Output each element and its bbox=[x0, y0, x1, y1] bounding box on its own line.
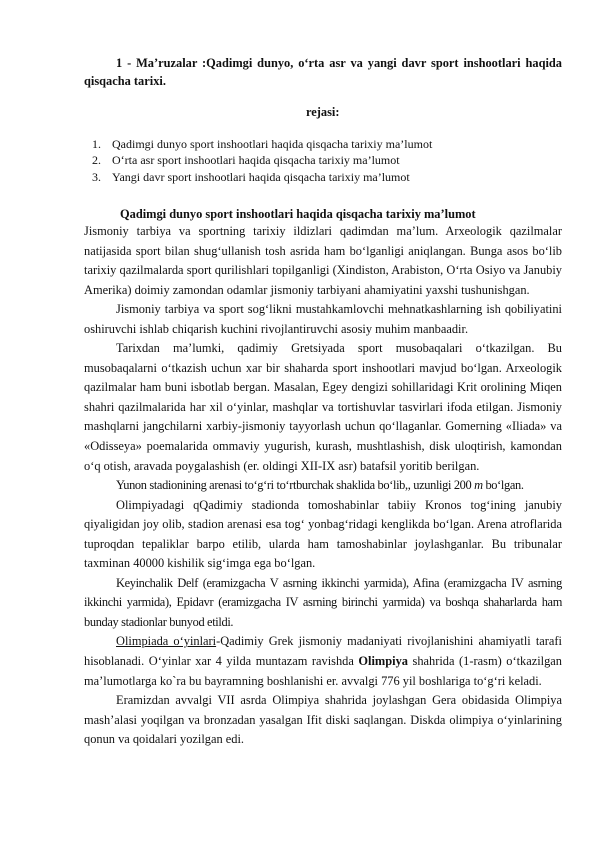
plan-item-number: 1. bbox=[92, 137, 101, 151]
plan-item-number: 3. bbox=[92, 169, 101, 184]
body-text bbox=[84, 222, 562, 750]
section-title: Qadimgi dunyo sport inshootlari haqida qisqacha tarixiy ma’lumot bbox=[120, 207, 476, 221]
bold-term: Olimpiya bbox=[358, 654, 408, 669]
paragraph bbox=[84, 632, 562, 691]
plan-item-text: O‘rta asr sport inshootlari haqida qisqacha tarixiy ma’lumot bbox=[112, 153, 400, 168]
paragraph-text: shahrida (1-rasm) o‘tkazilgan ma’lumotlarga ko`ra bu bayramning boshlanishi er. avvalgi 776 yil boshlariga to‘g‘ri keladi. bbox=[84, 654, 562, 688]
plan-item-text: Qadimgi dunyo sport inshootlari haqida qisqacha tarixiy ma’lumot bbox=[112, 137, 433, 151]
unit-text: m bbox=[474, 478, 483, 493]
paragraph: Tarixdan ma’lumki, qadimiy Gretsiyada sport musobaqalari o‘tkazilgan. Bu musobaqalarni o‘tkazish uchun xar bir shaharda sport inshootlari mavjud bo‘lgan. Arxeologik qazilmalar ham buni isbotlab bergan. Masalan, Egey dengizi sohillaridagi Krit orolining Miqen shahri qazilmalarida har xil o‘yinlar, mashqlar va tortishuvlar tasvirlari ifoda etilgan. Jismoniy mashqlarni jangchilarni xarbiy-jismoniy tayyorlash uchun qo‘llaganlar. Gomerning «Iliada» va «Odisseya» poemalarida ommaviy yugurish, kurash, mushtlashish, disk uloqtirish, kamondan o‘q otish, aravada poygalashish (er. oldingi XII-IX asr) batafsil yoritib berilgan. bbox=[84, 341, 562, 473]
plan-item-number: 2. bbox=[92, 153, 101, 168]
paragraph: Jismoniy tarbiya va sportning tarixiy ildizlari qadimdan ma’lum. Arxeologik qazilmalar natijasida sport bilan shug‘ullanish tosh asrida ham bo‘lganligi aniqlangan. Bunga asos bo‘lib tarixiy qazilmalarda sport qurilishlari topilganligi (Xindiston, Arabiston, O‘rta Osiyo va Janubiy Amerika) doimiy zamondan odamlar jismoniy tarbiyani ahamiyatini yaxshi tushunishgan. bbox=[84, 224, 562, 297]
plan-item bbox=[84, 136, 554, 152]
plan-list bbox=[84, 136, 554, 185]
plan-title: rejasi: bbox=[306, 105, 340, 119]
olympic-games-link[interactable]: Olimpiada o‘yinlari bbox=[116, 634, 217, 649]
paragraph-text: bo‘lgan. bbox=[482, 478, 524, 493]
paragraph: Eramizdan avvalgi VII asrda Olimpiya shahrida joylashgan Gera obidasida Olimpiya mash’alasi yoqilgan va bronzadan yasalgan Ifit diski saqlangan. Diskda olimpiya o‘yinlarining qonun va qoidalari yozilgan edi. bbox=[84, 693, 562, 747]
plan-item bbox=[84, 152, 554, 168]
plan-item-text: Yangi davr sport inshootlari haqida qisqacha tarixiy ma’lumot bbox=[112, 169, 410, 184]
paragraph-text: -Qadimiy Grek jismoniy madaniyati rivojlanishini ahamiyatli tarafi hisoblanadi. O‘yinlar xar 4 yilda muntazam ravishda bbox=[84, 634, 562, 669]
lecture-heading: 1 - Ma’ruzalar :Qadimgi dunyo, o‘rta asr va yangi davr sport inshootlari haqida qisqacha tarixi. bbox=[84, 56, 562, 88]
paragraph: Olimpiyadagi qQadimiy stadionda tomoshabinlar tabiiy Kronos tog‘ining janubiy qiyaligidan joy olib, stadion arenasi esa tog‘ yonbag‘ridagi kenglikda bo‘lgan. Arena atroflarida tuproqdan tepaliklar barpo etilib, ularda ham tamoshabinlar joylashganlar. Bu tribunalar taxminan 40000 kishilik sig‘imga ega bo‘lgan. bbox=[84, 497, 562, 571]
paragraph-text: Yunon stadionining arenasi to‘g‘ri to‘rtburchak shaklida bo‘lib,, uzunligi 200 bbox=[116, 478, 475, 493]
plan-item bbox=[84, 169, 554, 185]
paragraph: Jismoniy tarbiya va sport sog‘likni mustahkamlovchi mehnatkashlarning ish qobiliyatini oshiruvchi ishlab chiqarish kuchini rivojlantiruvchi asosiy muhim manbaadir. bbox=[84, 302, 562, 336]
paragraph bbox=[84, 476, 562, 496]
paragraph: Keyinchalik Delf (eramizgacha V asrning ikkinchi yarmida), Afina (eramizgacha IV asrning ikkinchi yarmida), Epidavr (eramizgacha IV asrning birinchi yarmida) va boshqa shaharlarda ham bunday stadionlar bunyod etildi. bbox=[84, 575, 562, 629]
